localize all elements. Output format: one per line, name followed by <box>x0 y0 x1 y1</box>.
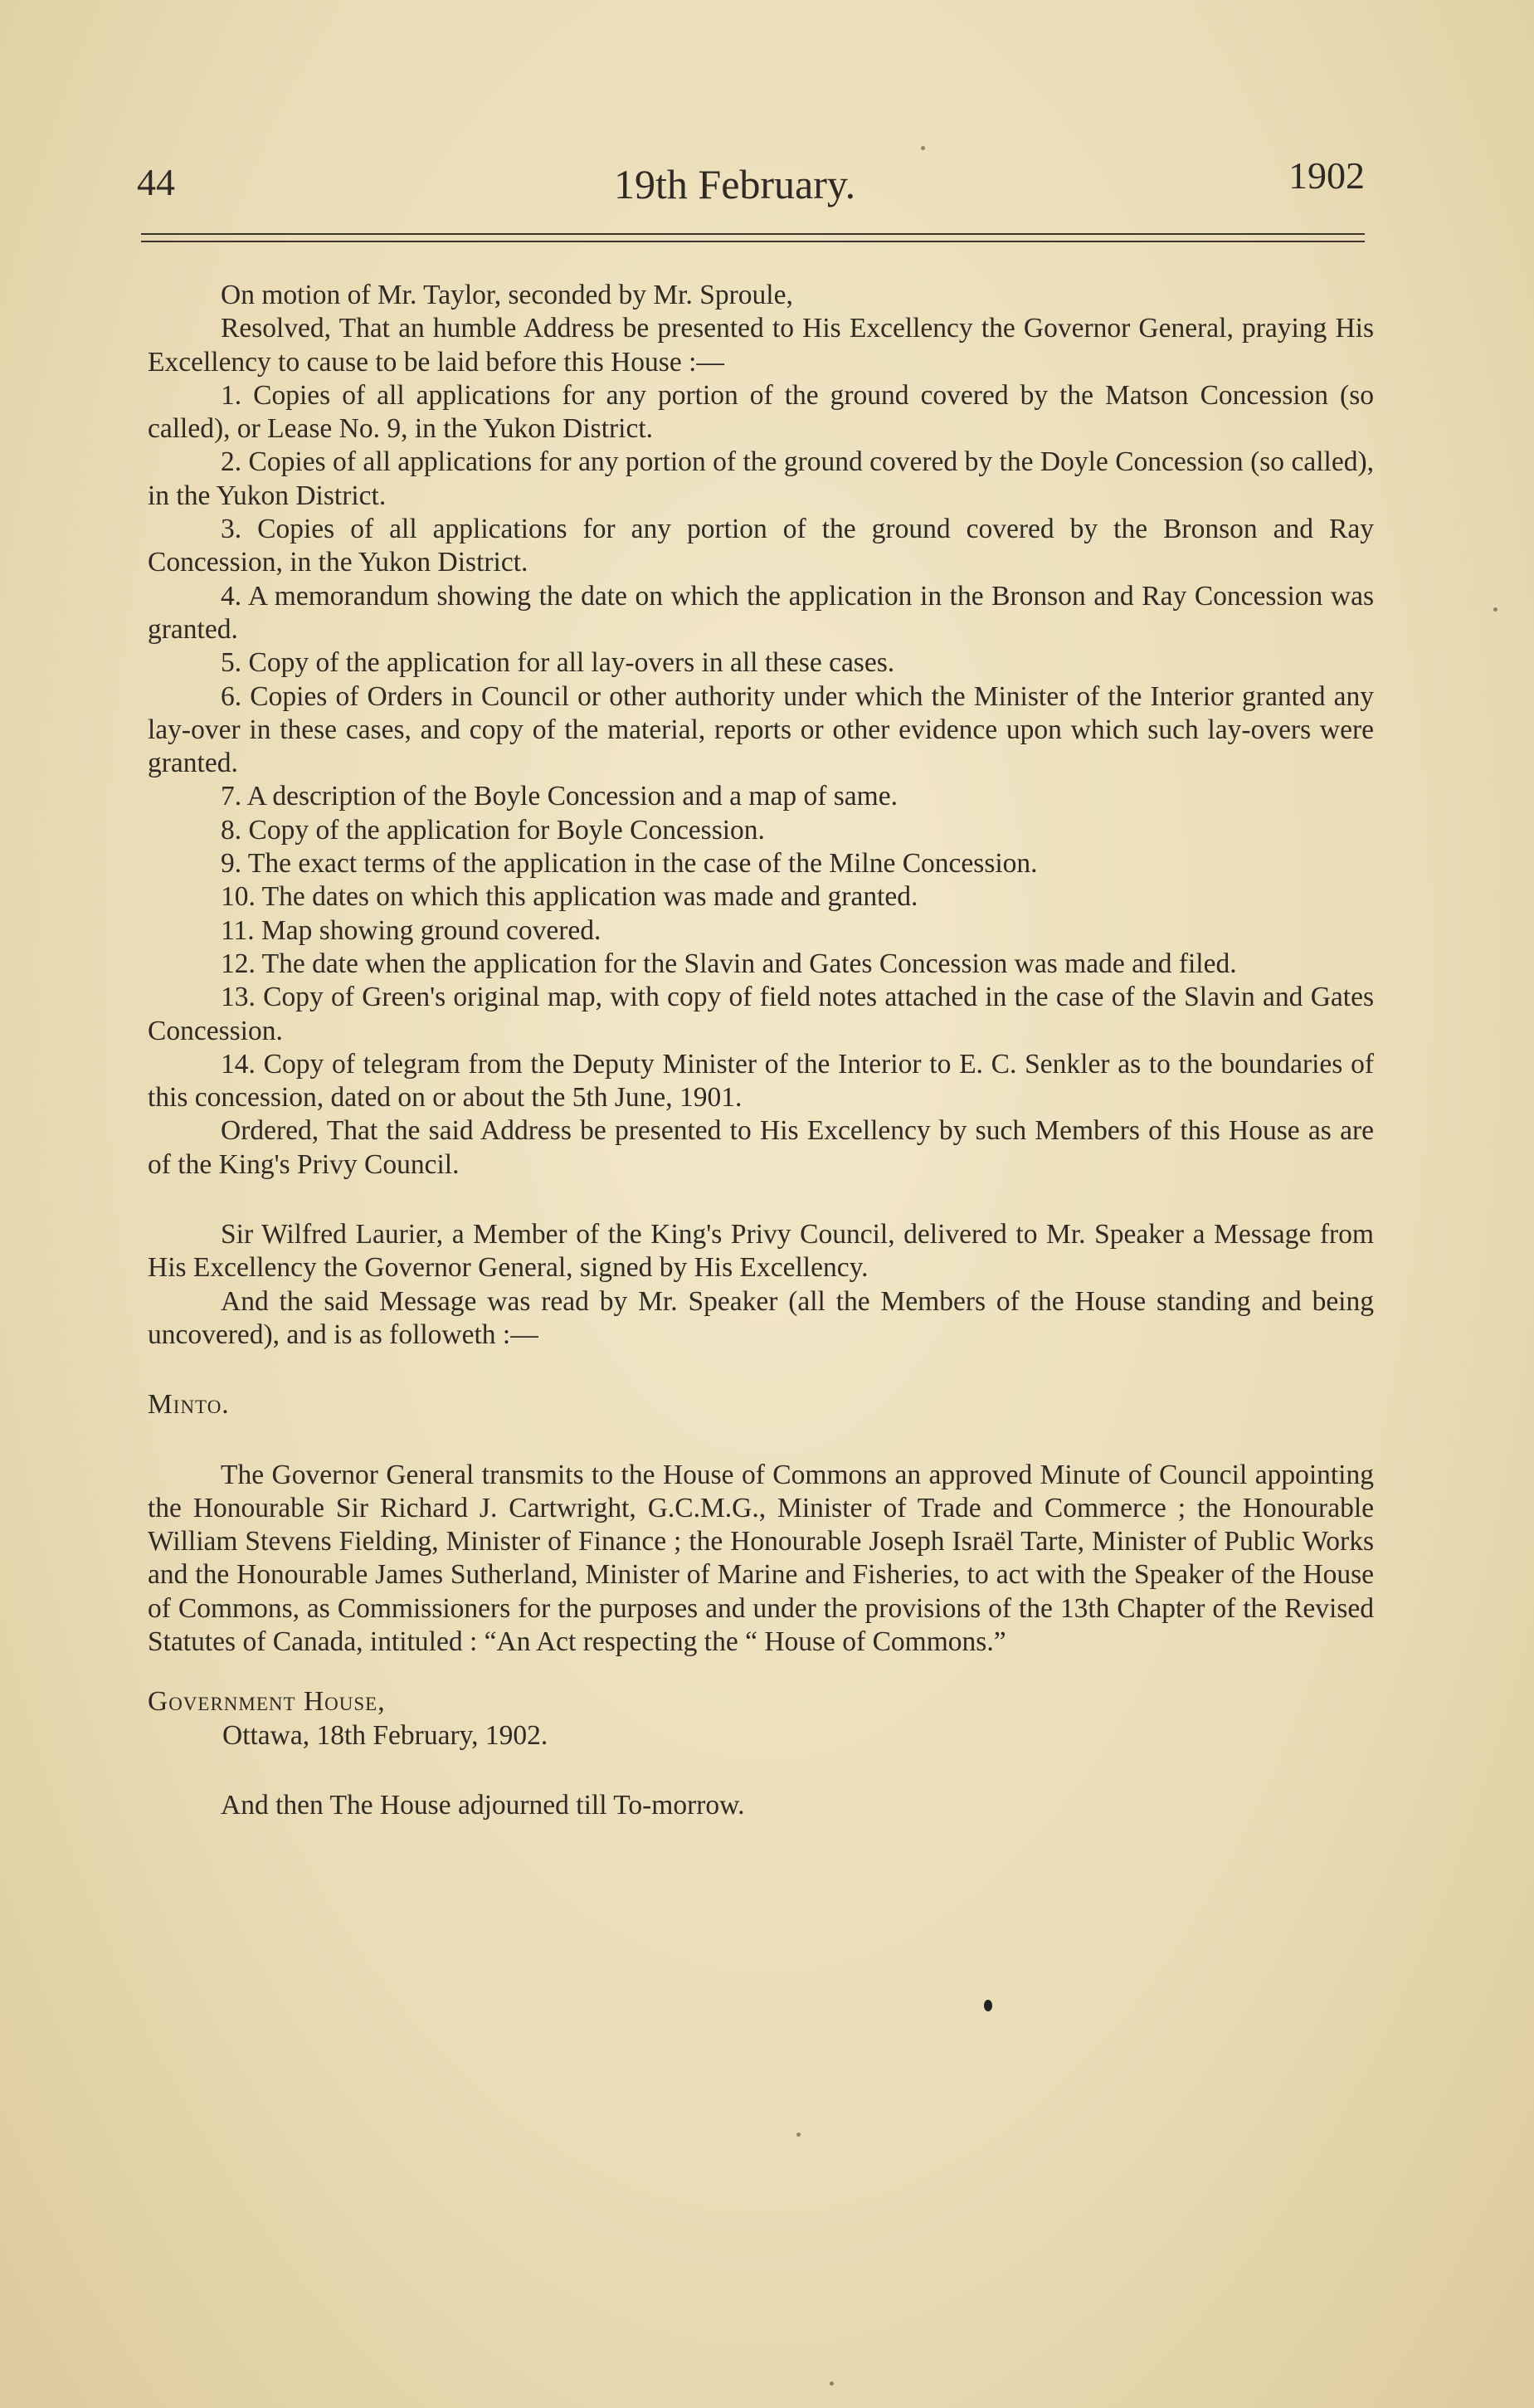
ottawa-date: Ottawa, 18th February, 1902. <box>222 1719 548 1751</box>
item-11: 11. Map showing ground covered. <box>221 914 601 946</box>
page-header <box>137 154 1365 212</box>
ink-dot <box>984 2000 992 2011</box>
resolution-paragraph: Resolved, That an humble Address be presented to His Excellency the Governor General, praying His Excellency to cause to be laid before this House :— <box>148 313 1374 378</box>
motion-paragraph: On motion of Mr. Taylor, seconded by Mr. Sproule, <box>221 280 793 310</box>
item-4: 4. A memorandum showing the date on which the application in the Bronson and Ray Concession was granted. <box>148 580 1374 645</box>
paper-speck <box>921 146 925 150</box>
paper-speck <box>830 2381 834 2386</box>
paper-speck <box>1493 607 1497 612</box>
paper-speck <box>796 2133 801 2137</box>
message-read: And the said Message was read by Mr. Speaker (all the Members of the House standing and being uncovered), and is as followeth :— <box>148 1285 1374 1350</box>
header-rule-bottom <box>141 241 1365 242</box>
message-intro: Sir Wilfred Laurier, a Member of the King's Privy Council, delivered to Mr. Speaker a Message from His Excellency the Governor General, signed by His Excellency. <box>148 1219 1374 1284</box>
item-8: 8. Copy of the application for Boyle Concession. <box>221 814 765 846</box>
header-rule-top <box>141 233 1365 235</box>
item-1: 1. Copies of all applications for any portion of the ground covered by the Matson Concession (so called), or Lease No. 9, in the Yukon District. <box>148 379 1374 445</box>
item-2: 2. Copies of all applications for any portion of the ground covered by the Doyle Concession (so called), in the Yukon District. <box>148 446 1374 511</box>
header-date: 19th February. <box>614 161 856 207</box>
item-7: 7. A description of the Boyle Concession and a map of same. <box>221 781 898 812</box>
item-6: 6. Copies of Orders in Council or other authority under which the Minister of the Interior granted any lay-over in these cases, and copy of the material, reports or other evidence upon which such lay-overs were granted. <box>148 680 1374 779</box>
page-body <box>148 279 1374 1822</box>
item-10: 10. The dates on which this application was made and granted. <box>221 881 918 913</box>
item-9: 9. The exact terms of the application in the case of the Milne Concession. <box>221 848 1038 880</box>
item-13: 13. Copy of Green's original map, with copy of field notes attached in the case of the Slavin and Gates Concession. <box>148 982 1374 1046</box>
item-12: 12. The date when the application for the Slavin and Gates Concession was made and filed. <box>221 948 1237 979</box>
adjournment-paragraph: And then The House adjourned till To-morrow. <box>221 1789 745 1821</box>
item-14: 14. Copy of telegram from the Deputy Minister of the Interior to E. C. Senkler as to the boundaries of this concession, dated on or about the 5th June, 1901. <box>148 1048 1374 1114</box>
signature-minto: Minto. <box>148 1389 230 1421</box>
ordered-paragraph: Ordered, That the said Address be presented to His Excellency by such Members of this House as are of the King's Privy Council. <box>148 1115 1374 1180</box>
page-number: 44 <box>137 161 175 203</box>
message-text: The Governor General transmits to the House of Commons an approved Minute of Council appointing the Honourable Sir Richard J. Cartwright, G.C.M.G., Minister of Trade and Commerce ; the Honourable William Stevens Fielding, Minister of Finance ; the Honourable Joseph Israël Tarte, Minister of Public Works and the Honourable James Sutherland, Minister of Marine and Fisheries, to act with the Speaker of the House of Commons, as Commissioners for the purposes and under the provisions of the 13th Chapter of the Revised Statutes of Canada, intituled : “An Act respecting the “ House of Commons.” <box>148 1459 1374 1657</box>
item-3: 3. Copies of all applications for any portion of the ground covered by the Bronson and Ray Concession, in the Yukon District. <box>148 514 1374 578</box>
government-house: Government House, <box>148 1686 386 1718</box>
item-5: 5. Copy of the application for all lay-overs in all these cases. <box>221 647 895 679</box>
header-year: 1902 <box>1288 154 1365 197</box>
